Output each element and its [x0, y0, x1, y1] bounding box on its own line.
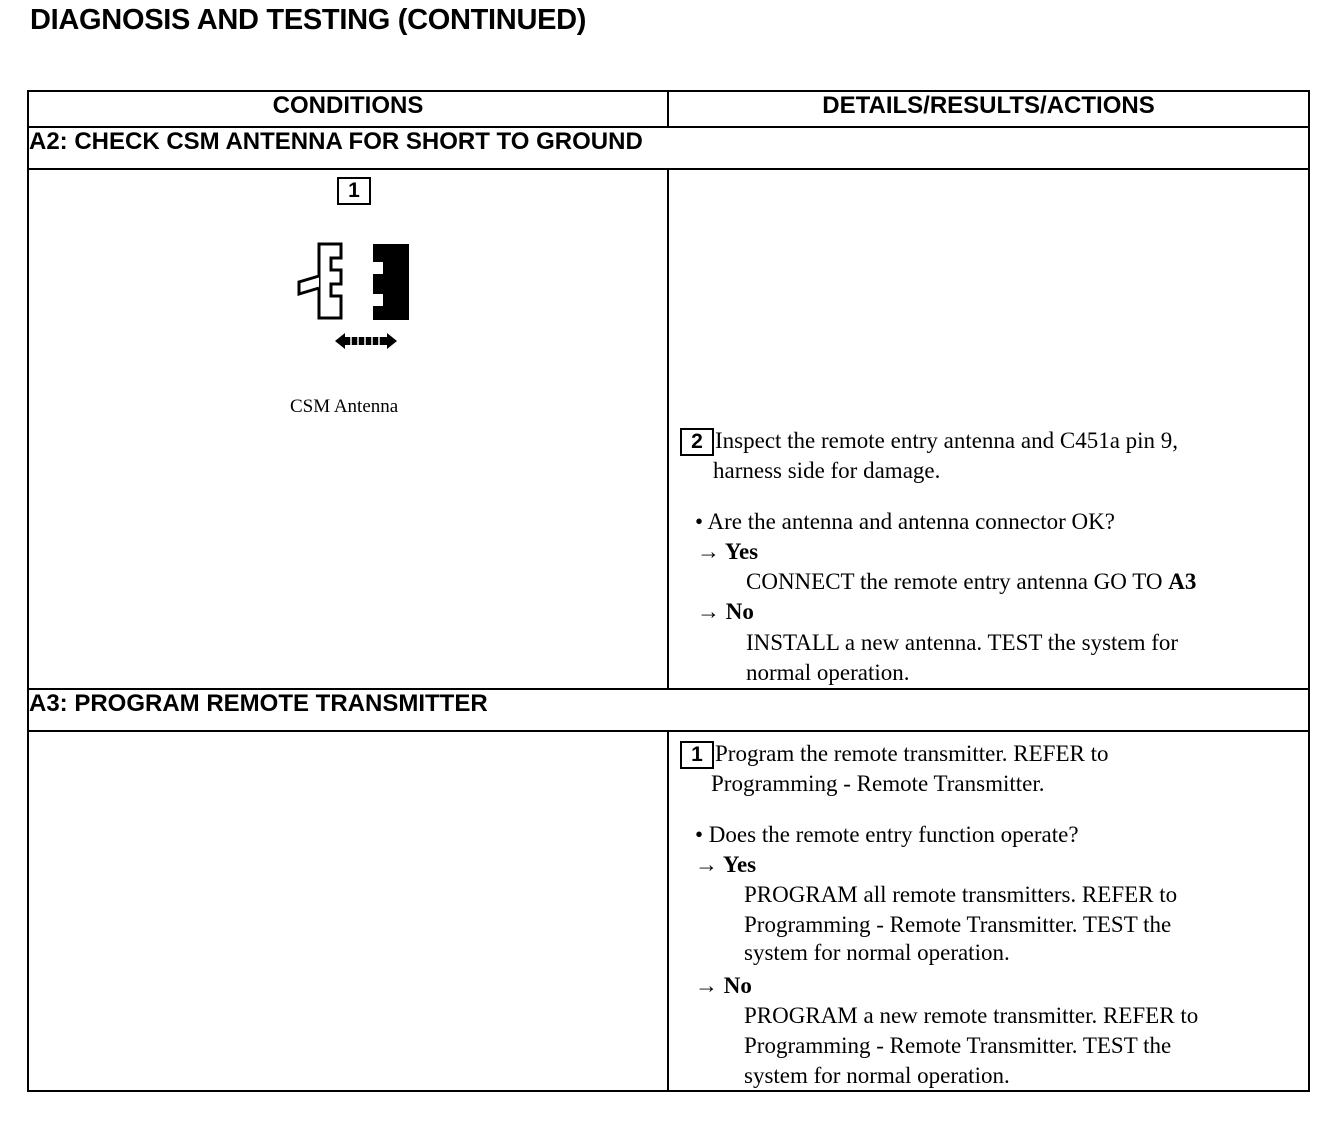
- question-a3: • Does the remote entry function operate?: [695, 822, 1079, 847]
- no-action-a2-line1: INSTALL a new antenna. TEST the system for: [746, 630, 1179, 655]
- figure-step-box: 1: [337, 177, 371, 205]
- no-action-a3-line2: Programming - Remote Transmitter. TEST the: [744, 1033, 1172, 1058]
- column-header-details: DETAILS/RESULTS/ACTIONS: [668, 91, 1309, 127]
- step-text-a3-line2: Programming - Remote Transmitter.: [711, 771, 1045, 796]
- yes-action-a2: [746, 567, 1196, 597]
- no-action-a3-line1: PROGRAM a new remote transmitter. REFER to: [744, 1003, 1199, 1028]
- question-a2: • Are the antenna and antenna connector OK?: [695, 509, 1115, 534]
- details-cell-a3: [668, 731, 1309, 1091]
- yes-action-a3-line3: system for normal operation.: [744, 940, 1010, 965]
- step-text-a3-line1: Program the remote transmitter. REFER to: [715, 741, 1109, 766]
- step-box-a2: 2: [680, 428, 714, 456]
- no-label-a3: → No: [695, 973, 752, 998]
- yes-action-ref-a2: A3: [1168, 569, 1197, 594]
- yes-action-a3-line2: Programming - Remote Transmitter. TEST the: [744, 912, 1172, 937]
- yes-action-a3-line1: PROGRAM all remote transmitters. REFER to: [744, 882, 1178, 907]
- section-row-a3: [28, 689, 1309, 731]
- page-heading: DIAGNOSIS AND TESTING (CONTINUED): [30, 4, 587, 36]
- column-header-conditions: CONDITIONS: [28, 91, 668, 127]
- no-action-a2-line2: normal operation.: [746, 660, 910, 685]
- yes-action-text-a2: CONNECT the remote entry antenna GO TO: [746, 569, 1169, 594]
- details-cell-a2: [668, 169, 1309, 689]
- yes-label-a3: → Yes: [695, 852, 757, 877]
- step-box-a3: 1: [680, 741, 714, 769]
- step-row-a3: [28, 731, 1309, 1091]
- figure-caption: CSM Antenna: [290, 396, 399, 417]
- section-row-a2: [28, 127, 1309, 169]
- conditions-cell-a2: [28, 169, 668, 689]
- yes-label-a2: → Yes: [697, 539, 759, 564]
- header-row: [28, 91, 1309, 127]
- step-row-a2: [28, 169, 1309, 689]
- connector-disconnect-icon: [291, 238, 421, 358]
- diagnosis-table: [27, 90, 1310, 1092]
- no-action-a3-line3: system for normal operation.: [744, 1063, 1010, 1088]
- no-label-a2: → No: [697, 599, 754, 624]
- step-text-a2-line2: harness side for damage.: [713, 458, 941, 483]
- step-text-a2-line1: Inspect the remote entry antenna and C451a pin 9,: [715, 428, 1179, 453]
- section-title-a2: A2: CHECK CSM ANTENNA FOR SHORT TO GROUND: [28, 127, 1309, 169]
- section-title-a3: A3: PROGRAM REMOTE TRANSMITTER: [28, 689, 1309, 731]
- conditions-cell-a3: [28, 731, 668, 1091]
